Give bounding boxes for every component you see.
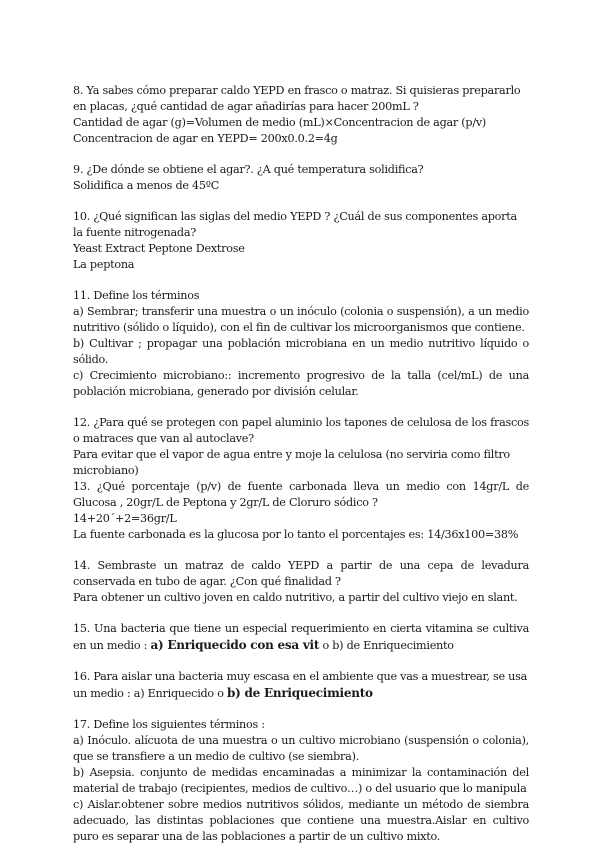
question-14-answer: Para obtener un cultivo joven en caldo nutritivo, a partir del cultivo viejo en slant. — [73, 591, 518, 604]
question-8-line-1: Cantidad de agar (g)=Volumen de medio (mL)×Concentracion de agar (p/v) — [73, 116, 487, 129]
question-17-c: c) Aislar.obtener sobre medios nutritivos sólidos, mediante un método de siembra adecuado, las distintas poblaciones que contiene una muestra.Aislar en cultivo puro es separar una de las poblaciones a partir de un cultivo mixto. — [73, 798, 529, 843]
question-10-answer-1: Yeast Extract Peptone Dextrose — [73, 242, 245, 255]
question-16-bold-answer: b) de Enriquecimiento — [227, 686, 373, 700]
question-9 — [73, 162, 529, 194]
question-17-b: b) Asepsia. conjunto de medidas encaminadas a minimizar la contaminación del material de trabajo (recipientes, medios de cultivo…) o del usuario que lo manipula — [73, 766, 529, 795]
question-12-13 — [73, 415, 529, 543]
question-12-text: 12. ¿Para qué se protegen con papel aluminio los tapones de celulosa de los frascos o matraces que van al autoclave? — [73, 416, 529, 445]
question-9-text: 9. ¿De dónde se obtiene el agar?. ¿A qué temperatura solidifica? — [73, 163, 424, 176]
question-14-text: 14. Sembraste un matraz de caldo YEPD a partir de una cepa de levadura conservada en tubo de agar. ¿Con qué finalidad ? — [73, 559, 529, 588]
question-15-suffix: o b) de Enriquecimiento — [319, 639, 454, 652]
question-13-line-1: 14+20´+2=36gr/L — [73, 512, 177, 525]
question-16 — [73, 669, 529, 702]
question-17-a: a) Inóculo. alícuota de una muestra o un cultivo microbiano (suspensión o colonia), que se transfiere a un medio de cultivo (se siembra). — [73, 734, 529, 763]
question-8-text: 8. Ya sabes cómo preparar caldo YEPD en frasco o matraz. Si quisieras prepararlo en placas, ¿qué cantidad de agar añadirías para hacer 200mL ? — [73, 84, 521, 113]
question-17-text: 17. Define los siguientes términos : — [73, 718, 265, 731]
question-10-answer-2: La peptona — [73, 258, 135, 271]
question-11-text: 11. Define los términos — [73, 289, 200, 302]
question-13-line-2: La fuente carbonada es la glucosa por lo tanto el porcentajes es: 14/36x100=38% — [73, 528, 519, 541]
question-11-b: b) Cultivar ; propagar una población microbiana en un medio nutritivo líquido o sólido. — [73, 337, 529, 366]
question-17 — [73, 717, 529, 845]
question-15-prefix: 15. Una bacteria que tiene un especial requerimiento en cierta vitamina se cultiva en un medio : — [73, 622, 529, 652]
question-11 — [73, 288, 529, 400]
question-15-bold-answer: a) Enriquecido con esa vit — [150, 638, 320, 652]
question-15-text — [73, 621, 529, 654]
question-13-text: 13. ¿Qué porcentaje (p/v) de fuente carbonada lleva un medio con 14gr/L de Glucosa , 20gr/L de Peptona y 2gr/L de Cloruro sódico ? — [73, 480, 529, 509]
question-16-prefix: 16. Para aislar una bacteria muy escasa en el ambiente que vas a muestrear, se usa un medio : a) Enriquecido o — [73, 670, 527, 700]
question-12-answer: Para evitar que el vapor de agua entre y moje la celulosa (no serviria como filtro microbiano) — [73, 448, 510, 477]
question-15 — [73, 621, 529, 654]
document-body — [73, 83, 529, 860]
question-9-answer: Solidifica a menos de 45ºC — [73, 179, 220, 192]
question-14 — [73, 558, 529, 606]
question-8-line-2: Concentracion de agar en YEPD= 200x0.0.2=4g — [73, 132, 338, 145]
question-8 — [73, 83, 529, 147]
question-11-a: a) Sembrar; transferir una muestra o un inóculo (colonia o suspensión), a un medio nutritivo (sólido o líquido), con el fin de cultivar los microorganismos que contiene. — [73, 305, 529, 334]
question-10-text: 10. ¿Qué significan las siglas del medio YEPD ? ¿Cuál de sus componentes aporta la fuente nitrogenada? — [73, 210, 517, 239]
question-11-c: c) Crecimiento microbiano:: incremento progresivo de la talla (cel/mL) de una población microbiana, generado por división celular. — [73, 369, 529, 398]
question-10 — [73, 209, 529, 273]
question-16-text — [73, 669, 529, 702]
